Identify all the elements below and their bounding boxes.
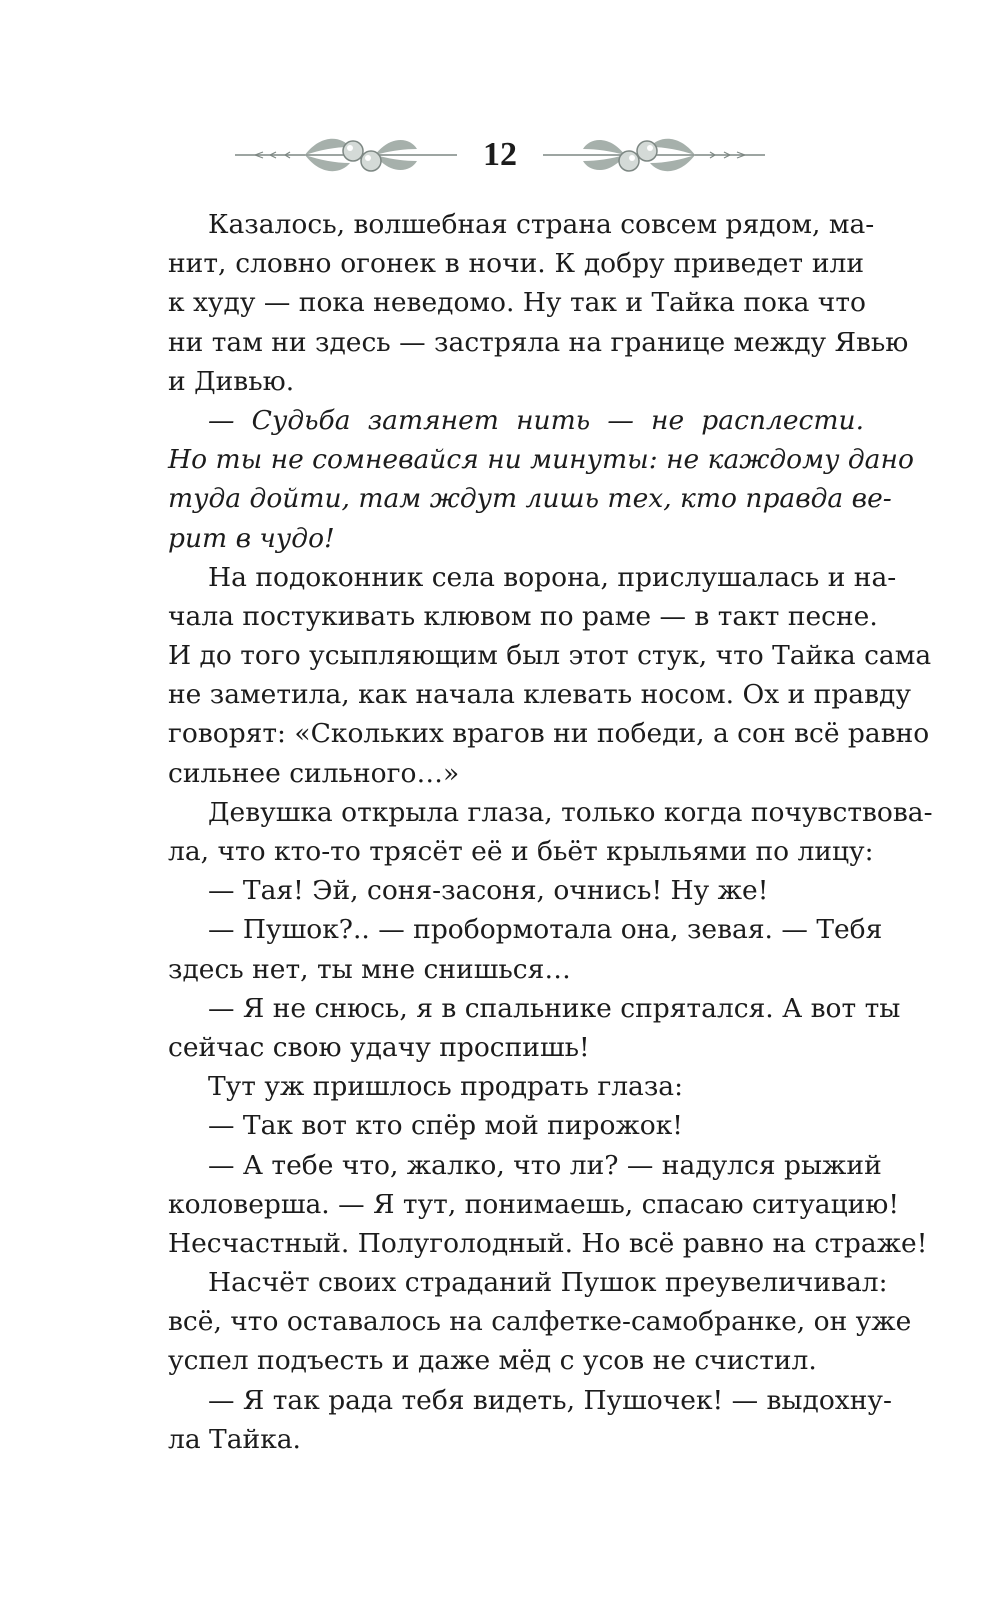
text-line: — Так вот кто спёр мой пирожок! (208, 1110, 683, 1142)
text-line: — Я не снюсь, я в спальнике спрятался. А вот ты (208, 992, 901, 1024)
leaf-berry-ornament-icon (535, 125, 775, 185)
text-line: здесь нет, ты мне снишься… (168, 953, 571, 985)
text-line: На подоконник села ворона, прислушалась и на- (208, 561, 897, 593)
text-line: Несчастный. Полуголодный. Но всё равно на страже! (168, 1227, 928, 1259)
text-line: — Я так рада тебя видеть, Пушочек! — выдохну- (208, 1384, 892, 1416)
text-line: Девушка открыла глаза, только когда почувствова- (208, 796, 933, 828)
text-line: к худу — пока неведомо. Ну так и Тайка пока что (168, 287, 866, 319)
text-line: Тут уж пришлось продрать глаза: (208, 1071, 684, 1103)
leaf-berry-ornament-icon (225, 125, 465, 185)
text-line: сильнее сильного…» (168, 757, 460, 789)
text-line: туда дойти, там ждут лишь тех, кто правда ве- (168, 483, 892, 515)
text-line: ни там ни здесь — застряла на границе между Явью (168, 326, 909, 358)
text-line: — Пушок?.. — пробормотала она, зевая. — Тебя (208, 914, 883, 946)
page-number: 12 (483, 136, 517, 173)
text-line: и Дивью. (168, 365, 295, 397)
text-line: коловерша. — Я тут, понимаешь, спасаю ситуацию! (168, 1188, 900, 1220)
text-line: сейчас свою удачу проспишь! (168, 1031, 590, 1063)
body-text (168, 205, 933, 1459)
text-line: рит в чудо! (168, 522, 335, 554)
page-header (0, 125, 1000, 185)
text-line: — А тебе что, жалко, что ли? — надулся рыжий (208, 1149, 882, 1181)
text-line: говорят: «Скольких врагов ни победи, а сон всё равно (168, 718, 930, 750)
text-line: И до того усыпляющим был этот стук, что Тайка сама (168, 640, 932, 672)
text-line: — Судьба затянет нить — не расплести. (208, 404, 864, 436)
text-line: всё, что оставалось на салфетке-самобранке, он уже (168, 1306, 912, 1338)
text-line: — Тая! Эй, соня-засоня, очнись! Ну же! (208, 875, 769, 907)
text-line: не заметила, как начала клевать носом. Ох и правду (168, 679, 911, 711)
text-line: ла, что кто-то трясёт её и бьёт крыльями по лицу: (168, 836, 874, 867)
text-line: Казалось, волшебная страна совсем рядом, ма- (208, 209, 875, 240)
text-line: чала постукивать клювом по раме — в такт песне. (168, 600, 878, 632)
text-line: успел подъесть и даже мёд с усов не счистил. (168, 1345, 817, 1377)
text-line: Насчёт своих страданий Пушок преувеличивал: (208, 1267, 888, 1299)
text-line: Но ты не сомневайся ни минуты: не каждому дано (168, 444, 914, 476)
text-line: нит, словно огонек в ночи. К добру приведет или (168, 248, 864, 280)
text-line: ла Тайка. (168, 1423, 301, 1455)
